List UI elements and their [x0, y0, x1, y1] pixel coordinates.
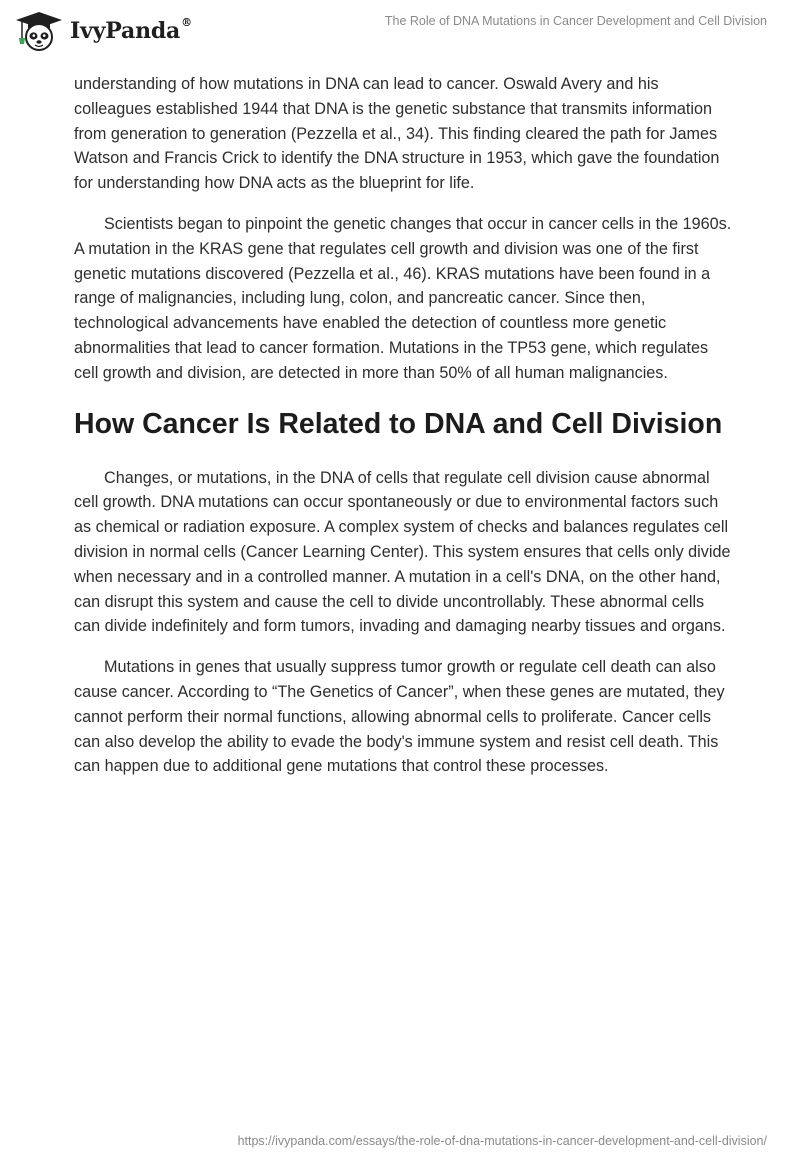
paragraph-3: Changes, or mutations, in the DNA of cells that regulate cell division cause abnormal cell growth. DNA mutations can occur spontaneously or due to environmental factors such as chemical or radiation exposure. A complex system of checks and balances regulates cell division in normal cells (Cancer Learning Center). This system ensures that cells only divide when necessary and in a controlled manner. A mutation in a cell's DNA, on the other hand, can disrupt this system and cause the cell to divide uncontrollably. These abnormal cells can divide indefinitely and form tumors, invading and damaging nearby tissues and organs. — [74, 468, 731, 636]
panda-graduate-icon — [14, 10, 64, 52]
ivypanda-logo[interactable] — [14, 8, 192, 54]
paragraph-4: Mutations in genes that usually suppress tumor growth or regulate cell death can also cause cancer. According to “The Genetics of Cancer”, when these genes are mutated, they cannot perform their normal functions, allowing abnormal cells to proliferate. Cancer cells can also develop the ability to evade the body's immune system and resist cell death. This can happen due to additional gene mutations that control these processes. — [74, 658, 725, 776]
logo-wordmark: IvyPanda® — [70, 16, 192, 44]
source-url[interactable]: https://ivypanda.com/essays/the-role-of-dna-mutations-in-cancer-development-and-cell-division/ — [237, 1134, 767, 1148]
section-heading: How Cancer Is Related to DNA and Cell Division — [74, 407, 723, 440]
page-header — [0, 0, 800, 62]
document-title: The Role of DNA Mutations in Cancer Development and Cell Division — [384, 14, 767, 28]
paragraph-2: Scientists began to pinpoint the genetic changes that occur in cancer cells in the 1960s. A mutation in the KRAS gene that regulates cell growth and division was one of the first genetic mutations discovered (Pezzella et al., 46). KRAS mutations have been found in a range of malignancies, including lung, colon, and pancreatic cancer. Since then, technological advancements have enabled the detection of countless more genetic abnormalities that lead to cancer formation. Mutations in the TP53 gene, which regulates cell growth and division, are detected in more than 50% of all human malignancies. — [74, 214, 732, 382]
essay-body — [74, 72, 734, 795]
paragraph-1: understanding of how mutations in DNA can lead to cancer. Oswald Avery and his colleagues established 1944 that DNA is the genetic substance that transmits information from generation to generation (Pezzella et al., 34). This finding cleared the path for James Watson and Francis Crick to identify the DNA structure in 1953, which gave the foundation for understanding how DNA acts as the blueprint for life. — [74, 75, 720, 193]
